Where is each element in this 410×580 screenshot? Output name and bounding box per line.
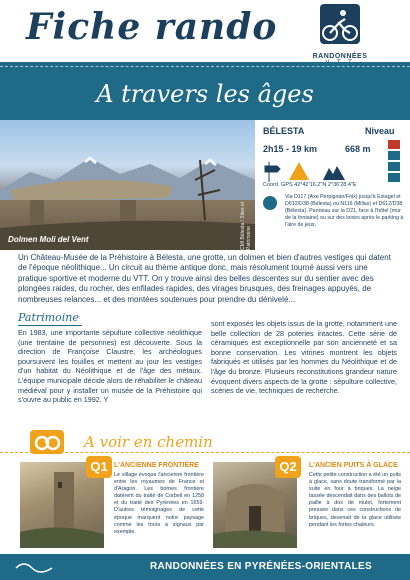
elevation-icon: [323, 166, 345, 180]
access-directions: Via D117 (Axe Perpignan/Foix) jusqu'à Estagel et D612/D38 (Bélesta) ou N116 (Millas) et D612/D38 (Bélesta). Panneau sur la D21, face à l'hôtel (mur de la fontaine) ou sur des loisirs après le parking à l'aire de jeux.: [285, 194, 404, 228]
dolmen-illustration: [0, 120, 255, 250]
banner-divider: [0, 66, 410, 68]
voir-heading: A voir en chemin: [84, 433, 213, 451]
poi1-text: Le village évoque l'ancienne frontière entre les royaumes de France et d'Aragon. Les bornes frontière datèrent du traité de Corbeil en 1258 et du traité des Pyrénées en 1659. D'autres témoignages de cette époque marquent notre paysage comme les tours à signaux par exemple.: [114, 472, 204, 535]
patrimoine-right-column: sont exposés les objets issus de la grotte, notamment une belle collection de 28 poteries intactes. Cette série de céramiques est exceptionnelle par son ancienneté et sa bonne conservation. Les vitrines montrent les objets fabriqués et utilisés par les hommes du Néolithique et de l'âge du bronze. Plusieurs reconstitutions grandeur nature évoquent divers aspects de la grotte : sépulture collective, scènes de vie, techniques de recherche.: [211, 319, 397, 396]
page-title: Fiche rando: [26, 6, 278, 48]
logo-label: RANDONNÉES: [312, 53, 368, 60]
department-logo: [14, 558, 54, 576]
patrimoine-rule: [18, 325, 82, 326]
signpost-icon: [265, 162, 280, 182]
header: [0, 0, 410, 58]
binoculars-icon: [30, 430, 64, 454]
vtt-logo: [312, 4, 368, 70]
car-icon: [263, 196, 277, 210]
poi2-number: Q2: [275, 456, 301, 478]
cyclist-icon: [312, 4, 368, 48]
warning-icon: [289, 162, 309, 180]
patrimoine-heading: Patrimoine: [18, 311, 79, 324]
hero-caption: Dolmen Moli del Vent: [8, 235, 89, 244]
start-town: BÉLESTA: [263, 126, 305, 136]
patrimoine-left-column: En 1983, une importante sépulture collective néolithique (une trentaine de personnes) est découverte. Sous la direction de Françoise Claustre, les archéologues poursuivent les fouilles et mettent au jour les vestiges d'un habitat du Néolithique et de l'âge des métaux. L'équipe municipale décide alors de réhabiliter le château médiéval pour y installer un musée de la Préhistoire qui s'ouvre au public en 1992. Y: [18, 328, 202, 405]
footer-text: RANDONNÉES EN PYRÉNÉES-ORIENTALES: [150, 561, 372, 572]
photo-credit: CMI Bélesta / Sites et Patrimoine: [240, 201, 252, 250]
poi2-title: L'ANCIEN PUITS À GLACE: [309, 462, 398, 469]
poi1-title: L'ANCIENNE FRONTIÈRE: [114, 462, 199, 469]
level-label: Niveau: [365, 126, 395, 136]
poi1-number: Q1: [86, 456, 112, 478]
poi2-text: Cette petite construction a été un puits à glace, sans doute transformé par la suite en four à briques. La neige tassée descendait dans des ballots de paille à dos de mulet, fortement pressée dans ces constructions de briques, devenait de la glace utilisée pendant les fortes chaleurs.: [309, 472, 401, 528]
intro-text: Un Château-Musée de la Préhistoire à Bélesta, une grotte, un dolmen et bien d'autres vestiges qui datent de l'époque néolithique... Un circuit au thème antique donc, mais résolument tourné aussi vers une pratique sportive et moderne du VTT. On y trouve ainsi des belles descentes sur du sentier avec des plongées raides, du rocher, des enfilades rapides, des virages brusques, des freinages appuyés, de nombreuses relances... et des montées soutenues pour prendre du dénivelé...: [18, 253, 391, 304]
elevation: 668 m: [345, 144, 371, 154]
voir-rule: [0, 452, 410, 453]
hero-photo: [0, 120, 255, 250]
level-indicator: [388, 140, 404, 184]
duration-distance: 2h15 - 19 km: [263, 144, 318, 154]
banner-title: A travers les âges: [96, 80, 314, 108]
info-panel: [255, 120, 410, 250]
gps-coordinates: Coord. GPS 42°42'16.2"N 2°36'28.4"E: [263, 182, 357, 188]
